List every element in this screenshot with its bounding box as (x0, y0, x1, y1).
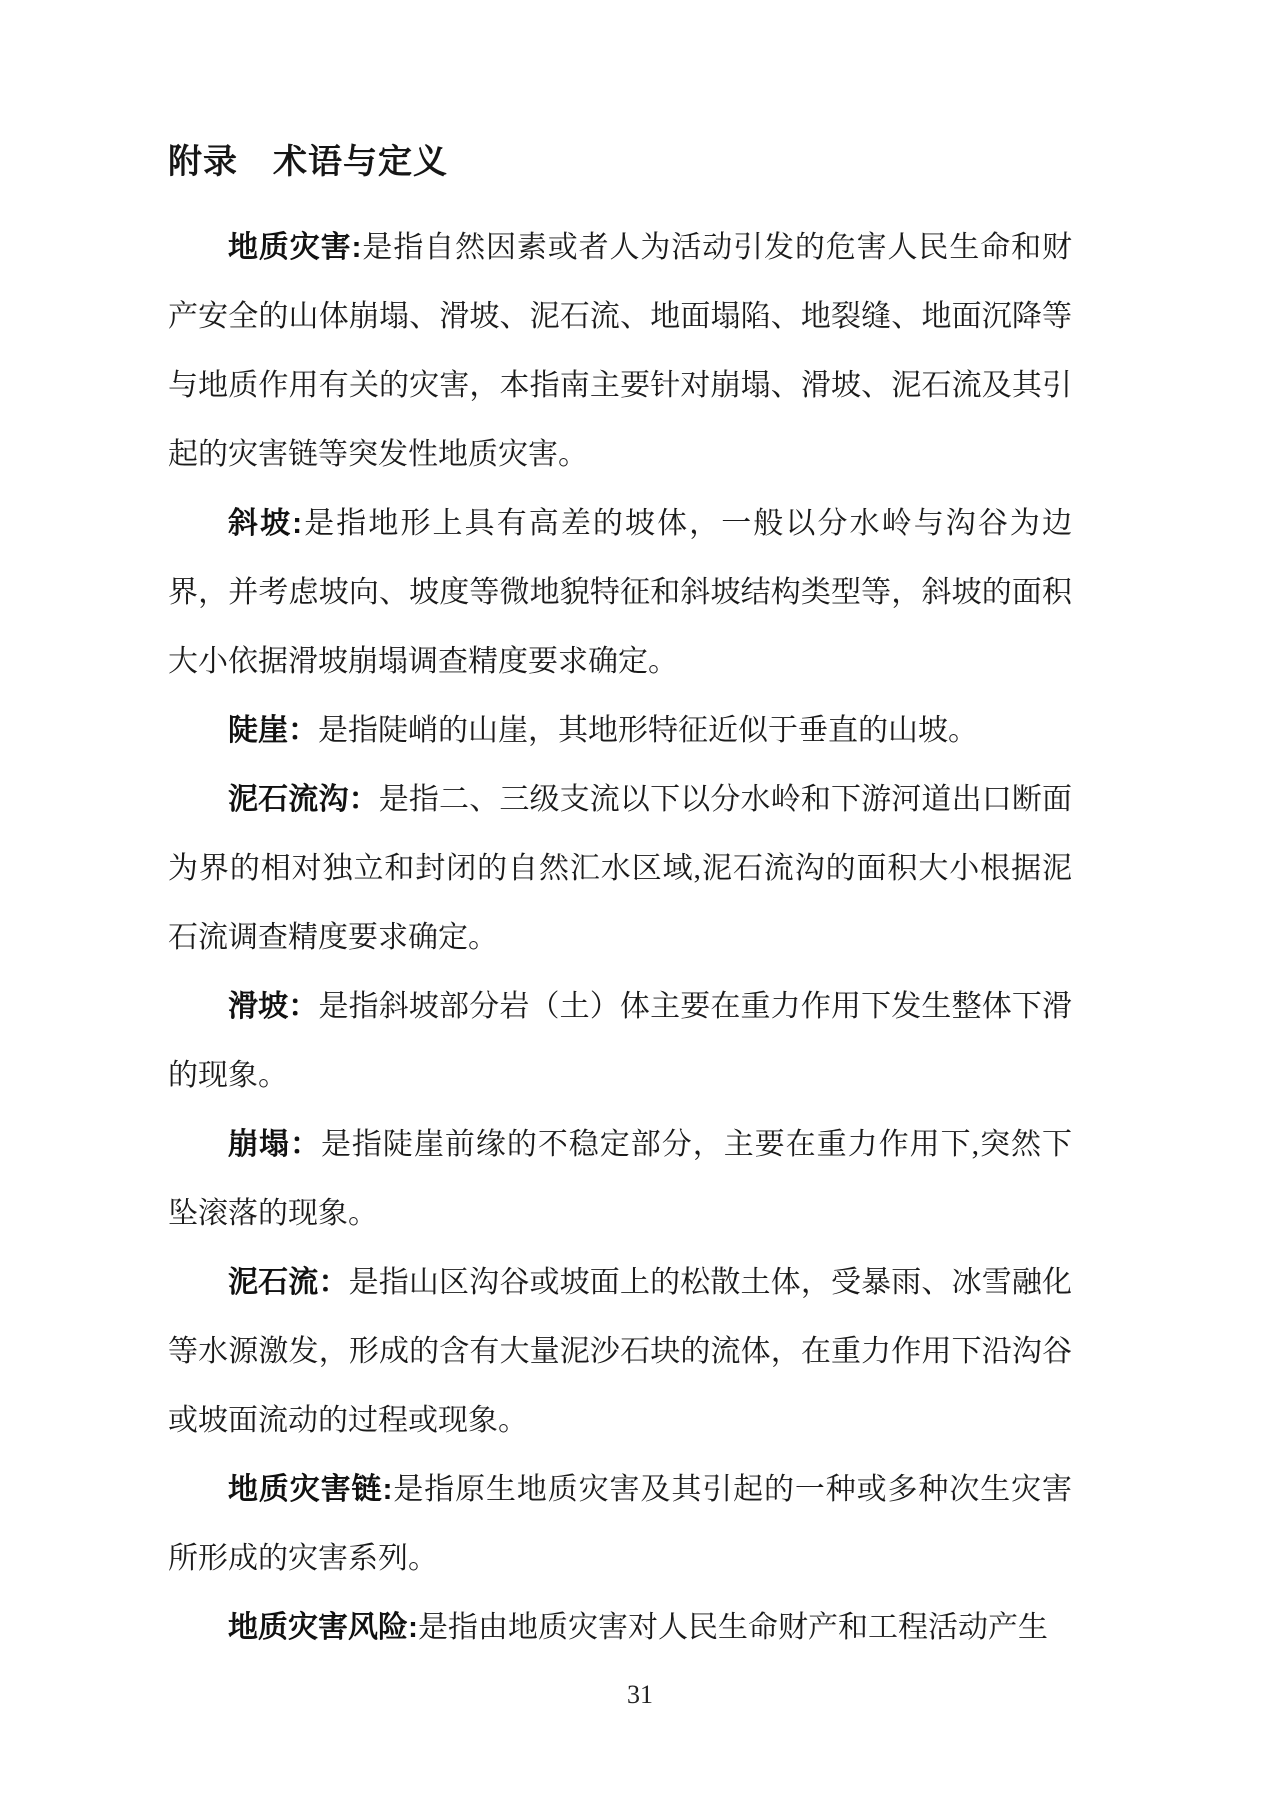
definition-text: 是指二、三级支流以下以分水岭和下游河道出口断面为界的相对独立和封闭的自然汇水区域,泥石流沟的面积大小根据泥石流调查精度要求确定。 (168, 782, 1073, 954)
term-label: 泥石流沟： (228, 782, 379, 816)
definition-text: 是指原生地质灾害及其引起的一种或多种次生灾害所形成的灾害系列。 (168, 1472, 1072, 1575)
definition-paragraph (168, 1110, 1072, 1248)
definition-text: 是指自然因素或者人为活动引发的危害人民生命和财产安全的山体崩塌、滑坡、泥石流、地面塌陷、地裂缝、地面沉降等与地质作用有关的灾害，本指南主要针对崩塌、滑坡、泥石流及其引起的灾害链等突发性地质灾害。 (168, 230, 1072, 471)
term-label: 陡崖： (228, 713, 318, 747)
page-number: 31 (627, 1680, 653, 1709)
term-label: 泥石流： (228, 1265, 349, 1299)
definition-paragraph (168, 972, 1072, 1110)
definition-paragraph (168, 1455, 1072, 1593)
definition-paragraph (168, 1248, 1072, 1455)
term-label: 斜坡: (228, 506, 303, 540)
page-title: 附录 术语与定义 (168, 143, 448, 181)
definition-text: 是指陡崖前缘的不稳定部分，主要在重力作用下,突然下坠滚落的现象。 (168, 1127, 1073, 1230)
definition-paragraph (168, 213, 1072, 489)
term-label: 地质灾害风险: (228, 1610, 418, 1644)
definition-text: 是指山区沟谷或坡面上的松散土体，受暴雨、冰雪融化等水源激发，形成的含有大量泥沙石块的流体，在重力作用下沿沟谷或坡面流动的过程或现象。 (168, 1265, 1073, 1437)
definition-paragraph (168, 765, 1072, 972)
document-body (168, 213, 1072, 1662)
definition-text: 是指斜坡部分岩（土）体主要在重力作用下发生整体下滑的现象。 (168, 989, 1073, 1092)
term-label: 地质灾害: (228, 230, 362, 264)
definition-paragraph (168, 489, 1072, 696)
term-label: 滑坡： (228, 989, 319, 1023)
definition-text: 是指地形上具有高差的坡体，一般以分水岭与沟谷为边界，并考虑坡向、坡度等微地貌特征和斜坡结构类型等，斜坡的面积大小依据滑坡崩塌调查精度要求确定。 (168, 506, 1073, 678)
definition-paragraph (168, 696, 1072, 765)
definition-text: 是指由地质灾害对人民生命财产和工程活动产生 (418, 1610, 1048, 1644)
term-label: 崩塌： (228, 1127, 321, 1161)
definition-paragraph (168, 1593, 1072, 1662)
term-label: 地质灾害链: (228, 1472, 393, 1506)
definition-text: 是指陡峭的山崖，其地形特征近似于垂直的山坡。 (318, 713, 978, 747)
